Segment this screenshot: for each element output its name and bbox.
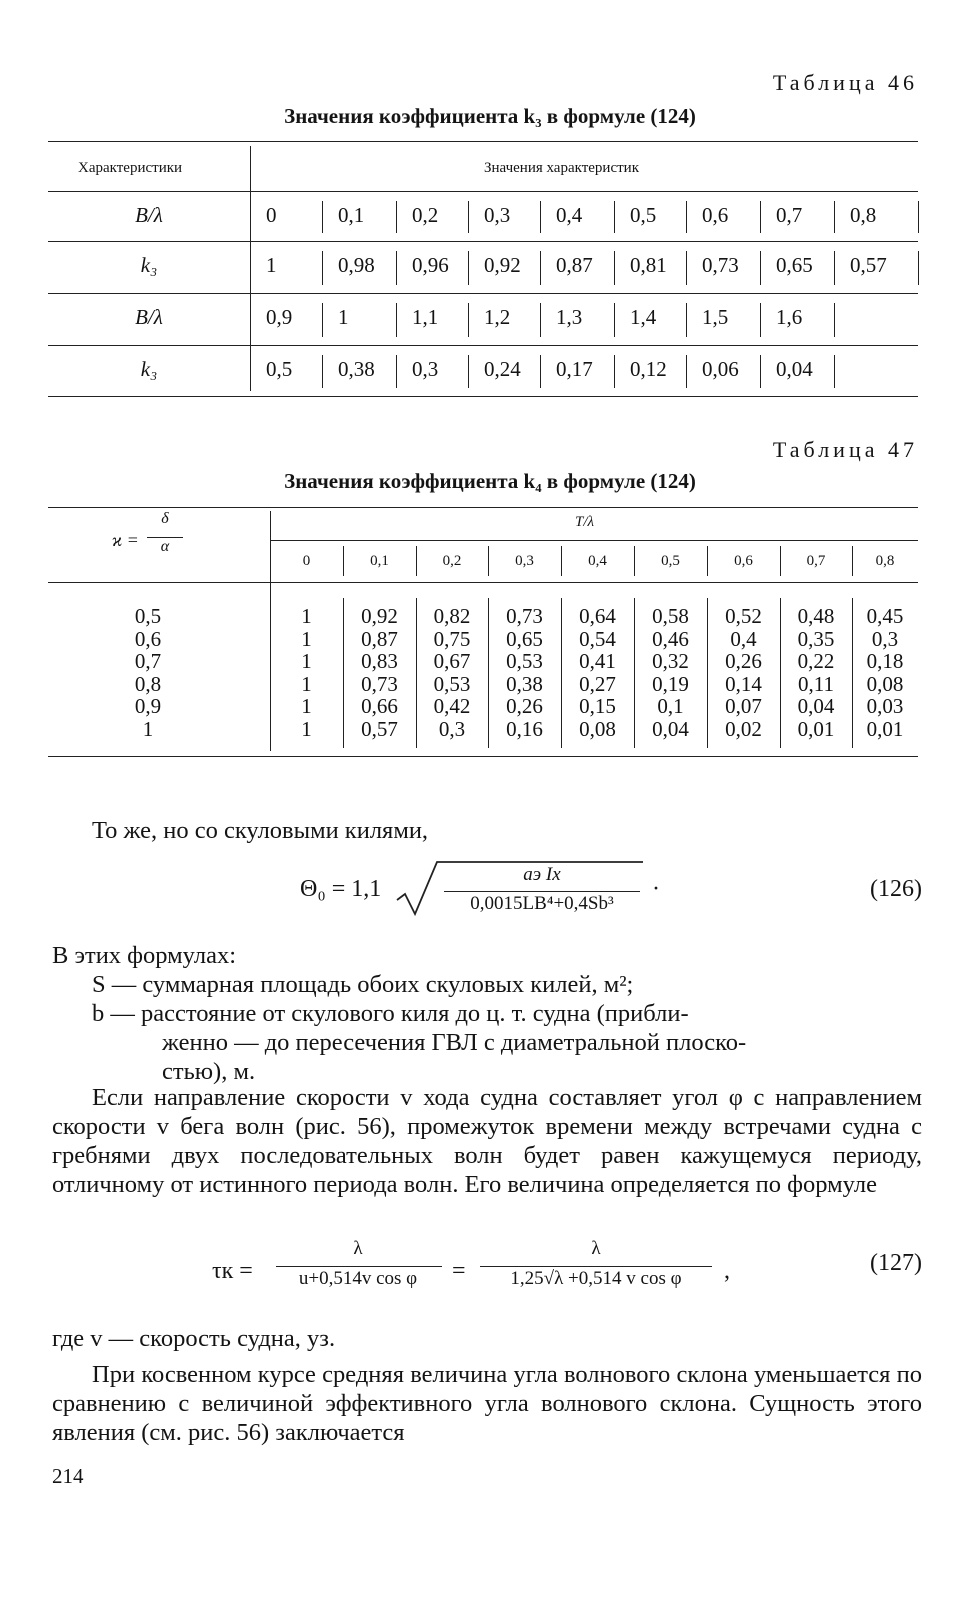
- table47-header-divider: [634, 546, 635, 576]
- table47-group-rule: [270, 540, 918, 541]
- table46-cell-divider: [686, 303, 687, 337]
- table46-cell-divider: [760, 355, 761, 388]
- paragraph-oblique-course: При косвенном курсе средняя величина угла волнового склона уменьшается по сравнению с величиной эффективного угла волнового склона. Сущность этого явления (см. рис. 56) заключается: [52, 1361, 922, 1446]
- table46-cell-divider: [918, 251, 919, 285]
- table47-bottom-rule: [48, 756, 918, 757]
- formula-126-numerator: aэ Ix: [523, 864, 561, 885]
- table46-cell: 0,57: [850, 253, 887, 277]
- definition-b: b — расстояние от скулового киля до ц. т. судна (прибли-: [92, 1000, 689, 1027]
- table47-header-divider: [416, 546, 417, 576]
- table46-cell-divider: [540, 201, 541, 233]
- table46-cell-divider: [322, 355, 323, 388]
- table46-cell: 1,2: [484, 305, 511, 329]
- table46-cell-divider: [468, 251, 469, 285]
- table46-cell-divider: [686, 355, 687, 388]
- formula-126-lhs: Θ₀ = 1,1: [300, 876, 382, 902]
- table46-cell-divider: [322, 201, 323, 233]
- table46-cell-divider: [834, 355, 835, 388]
- table47-header-divider: [488, 546, 489, 576]
- table47-col-header: 0,4: [588, 553, 607, 569]
- table46-cell: 0,4: [556, 203, 583, 227]
- table46-cell: 0,98: [338, 253, 375, 277]
- table47-col-header: 0,2: [442, 553, 462, 569]
- table46-cell: 0,2: [412, 203, 439, 227]
- intro-line: То же, но со скуловыми килями,: [92, 817, 429, 844]
- paragraph-apparent-period: Если направление скорости v хода судна составляет угол φ с направлением скорости v бега волн (рис. 56), промежуток времени между встречами судна с гребнями двух последовательных волн будет равен кажущемуся периоду, отличному от истинного периода волн. Его величина определяется по формуле: [52, 1084, 922, 1198]
- table46-cell: 1,3: [556, 305, 583, 329]
- table46-cell: 0,9: [266, 305, 293, 329]
- formula-127-numerator: λ: [591, 1238, 601, 1259]
- definition-b-cont: стью), м.: [162, 1058, 256, 1085]
- table46-col-header: Характеристики: [78, 160, 183, 176]
- table46-cell-divider: [918, 201, 919, 233]
- formula-127-trail: ,: [724, 1258, 730, 1284]
- table46-cell-divider: [614, 303, 615, 337]
- table46-cell-divider: [396, 251, 397, 285]
- table46-cell: 1: [338, 305, 349, 329]
- table47-group-header: T/λ: [575, 514, 595, 530]
- table47-header-divider: [707, 546, 708, 576]
- table46-cell-divider: [468, 201, 469, 233]
- table47-column-divider: [780, 598, 781, 748]
- table47-data-column: 0,48 0,35 0,22 0,11 0,04 0,01: [797, 604, 835, 741]
- table46-row-label: k₃: [140, 357, 158, 381]
- formula-126-trail: ·: [652, 876, 660, 902]
- formula-127-numerator: λ: [353, 1238, 363, 1259]
- table47-title: Значения коэффициента k₄ в формуле (124): [284, 469, 696, 493]
- table47-row-labels: 0,5 0,6 0,7 0,8 0,9 1: [134, 604, 162, 741]
- table46-row-rule: [48, 293, 918, 294]
- table46-cell-divider: [760, 251, 761, 285]
- table46-cell-divider: [614, 251, 615, 285]
- table47-col-header: 0,8: [875, 553, 895, 569]
- table46-cell: 0,5: [266, 357, 293, 381]
- formula-127-denominator: u+0,514v cos φ: [298, 1268, 418, 1289]
- table46-cell: 0,73: [702, 253, 739, 277]
- table46-cell-divider: [396, 355, 397, 388]
- table46-cell-divider: [322, 303, 323, 337]
- table47-column-divider: [852, 598, 853, 748]
- definitions-intro: В этих формулах:: [52, 942, 237, 969]
- table46-cell-divider: [322, 251, 323, 285]
- table46-cell: 1: [266, 253, 277, 277]
- table47-data-column: 0,52 0,4 0,26 0,14 0,07 0,02: [725, 604, 762, 741]
- table46-cell: 0,6: [702, 203, 729, 227]
- table47-label: Таблица 47: [772, 437, 918, 462]
- formula-127-fraction-bar: [480, 1266, 712, 1267]
- table47-col-header: 0,1: [370, 553, 389, 569]
- table46-cell-divider: [396, 303, 397, 337]
- table47-column-divider: [707, 598, 708, 748]
- table46-row-label: k₃: [140, 253, 158, 277]
- table46-row-label: B/λ: [135, 203, 163, 227]
- formula-127-fraction-bar: [276, 1266, 442, 1267]
- table47-column-divider: [416, 598, 417, 748]
- table46-cell-divider: [614, 355, 615, 388]
- table47-col-header: 0,5: [661, 553, 680, 569]
- table46-cell: 1,1: [412, 305, 439, 329]
- table46-cell-divider: [686, 201, 687, 233]
- table46-cell: 0,96: [412, 253, 449, 277]
- table47-header-divider: [343, 546, 344, 576]
- where-line: где v — скорость судна, уз.: [52, 1325, 336, 1352]
- formula-126-number: (126): [870, 876, 922, 902]
- table46-cell-divider: [614, 201, 615, 233]
- table46-cell-divider: [686, 251, 687, 285]
- table46-cell: 0,24: [484, 357, 521, 381]
- formula-127-number: (127): [870, 1250, 922, 1276]
- table47-column-divider: [634, 598, 635, 748]
- table46-cell: 0,87: [556, 253, 593, 277]
- table46-cell-divider: [834, 201, 835, 233]
- table47-data-column: 0,82 0,75 0,67 0,53 0,42 0,3: [433, 604, 471, 741]
- table47-header-rule: [48, 582, 918, 583]
- table46-cell-divider: [540, 251, 541, 285]
- table46-cell: 0,12: [630, 357, 667, 381]
- table46-cell: 1,4: [630, 305, 657, 329]
- table46-cell-divider: [834, 303, 835, 337]
- table47-header-divider: [780, 546, 781, 576]
- table46-bottom-rule: [48, 396, 918, 397]
- table46-cell-divider: [468, 355, 469, 388]
- table46-cell: 0,65: [776, 253, 813, 277]
- table46-cell: 1,5: [702, 305, 729, 329]
- table47-column-divider: [488, 598, 489, 748]
- table47-data-column: 0,58 0,46 0,32 0,19 0,1 0,04: [652, 604, 689, 741]
- table47-column-divider: [343, 598, 344, 748]
- table47-header-divider: [561, 546, 562, 576]
- definition-b-cont: женно — до пересечения ГВЛ с диаметральной плоско-: [162, 1029, 747, 1056]
- formula-126-fraction-bar: [444, 891, 640, 892]
- table47-top-rule: [48, 507, 918, 508]
- table46-cell: 0,81: [630, 253, 667, 277]
- table46-cell: 0,5: [630, 203, 657, 227]
- table46-cell-divider: [540, 355, 541, 388]
- table46-row-rule: [48, 241, 918, 242]
- table47-data-column: 0,45 0,3 0,18 0,08 0,03 0,01: [866, 604, 904, 741]
- table47-data-column: 0,73 0,65 0,53 0,38 0,26 0,16: [506, 604, 543, 741]
- table46-cell: 0,17: [556, 357, 593, 381]
- table46-top-rule: [48, 141, 918, 142]
- table46-cell: 0,8: [850, 203, 877, 227]
- table47-col-header: 0,3: [515, 553, 534, 569]
- formula-126-denominator: 0,0015LB⁴+0,4Sb³: [470, 893, 614, 914]
- table47-data-column: 0,92 0,87 0,83 0,73 0,66 0,57: [361, 604, 398, 741]
- table46-cell-divider: [834, 251, 835, 285]
- table46-cell: 0,38: [338, 357, 375, 381]
- page-number: 214: [52, 1464, 84, 1488]
- table46-label: Таблица 46: [772, 70, 918, 95]
- table46-stub-divider: [250, 146, 251, 391]
- table47-data-column: 1 1 1 1 1 1: [301, 604, 312, 741]
- table46-cell-divider: [760, 201, 761, 233]
- definition-S: S — суммарная площадь обоих скуловых килей, м²;: [92, 971, 634, 998]
- table46-row-rule: [48, 345, 918, 346]
- table47-header-divider: [852, 546, 853, 576]
- table46-cell: 0,7: [776, 203, 803, 227]
- table46-title: Значения коэффициента k₃ в формуле (124): [284, 104, 696, 128]
- table47-col-header: 0,7: [806, 553, 826, 569]
- table46-header-rule: [48, 191, 918, 192]
- table46-cell: 1,6: [776, 305, 803, 329]
- formula-127-denominator: 1,25√λ +0,514 v cos φ: [510, 1268, 682, 1289]
- table47-data-column: 0,64 0,54 0,41 0,27 0,15 0,08: [579, 604, 616, 741]
- table46-cell: 0,92: [484, 253, 521, 277]
- table46-cell-divider: [760, 303, 761, 337]
- table46-row-label: B/λ: [135, 305, 163, 329]
- table46-cell: 0,06: [702, 357, 739, 381]
- table46-cell: 0,3: [412, 357, 439, 381]
- table47-col-header: 0,6: [734, 553, 753, 569]
- table46-cell-divider: [468, 303, 469, 337]
- table46-cell: 0,3: [484, 203, 511, 227]
- table47-column-divider: [561, 598, 562, 748]
- table46-col-header: Значения характеристик: [484, 160, 639, 176]
- table46-cell: 0: [266, 203, 277, 227]
- table46-cell: 0,1: [338, 203, 365, 227]
- table46-cell: 0,04: [776, 357, 813, 381]
- table46-cell-divider: [396, 201, 397, 233]
- formula-127-equals: =: [452, 1258, 466, 1284]
- table47-col-header: 0: [302, 553, 311, 569]
- table46-cell-divider: [540, 303, 541, 337]
- formula-127-lhs: τк =: [212, 1258, 253, 1284]
